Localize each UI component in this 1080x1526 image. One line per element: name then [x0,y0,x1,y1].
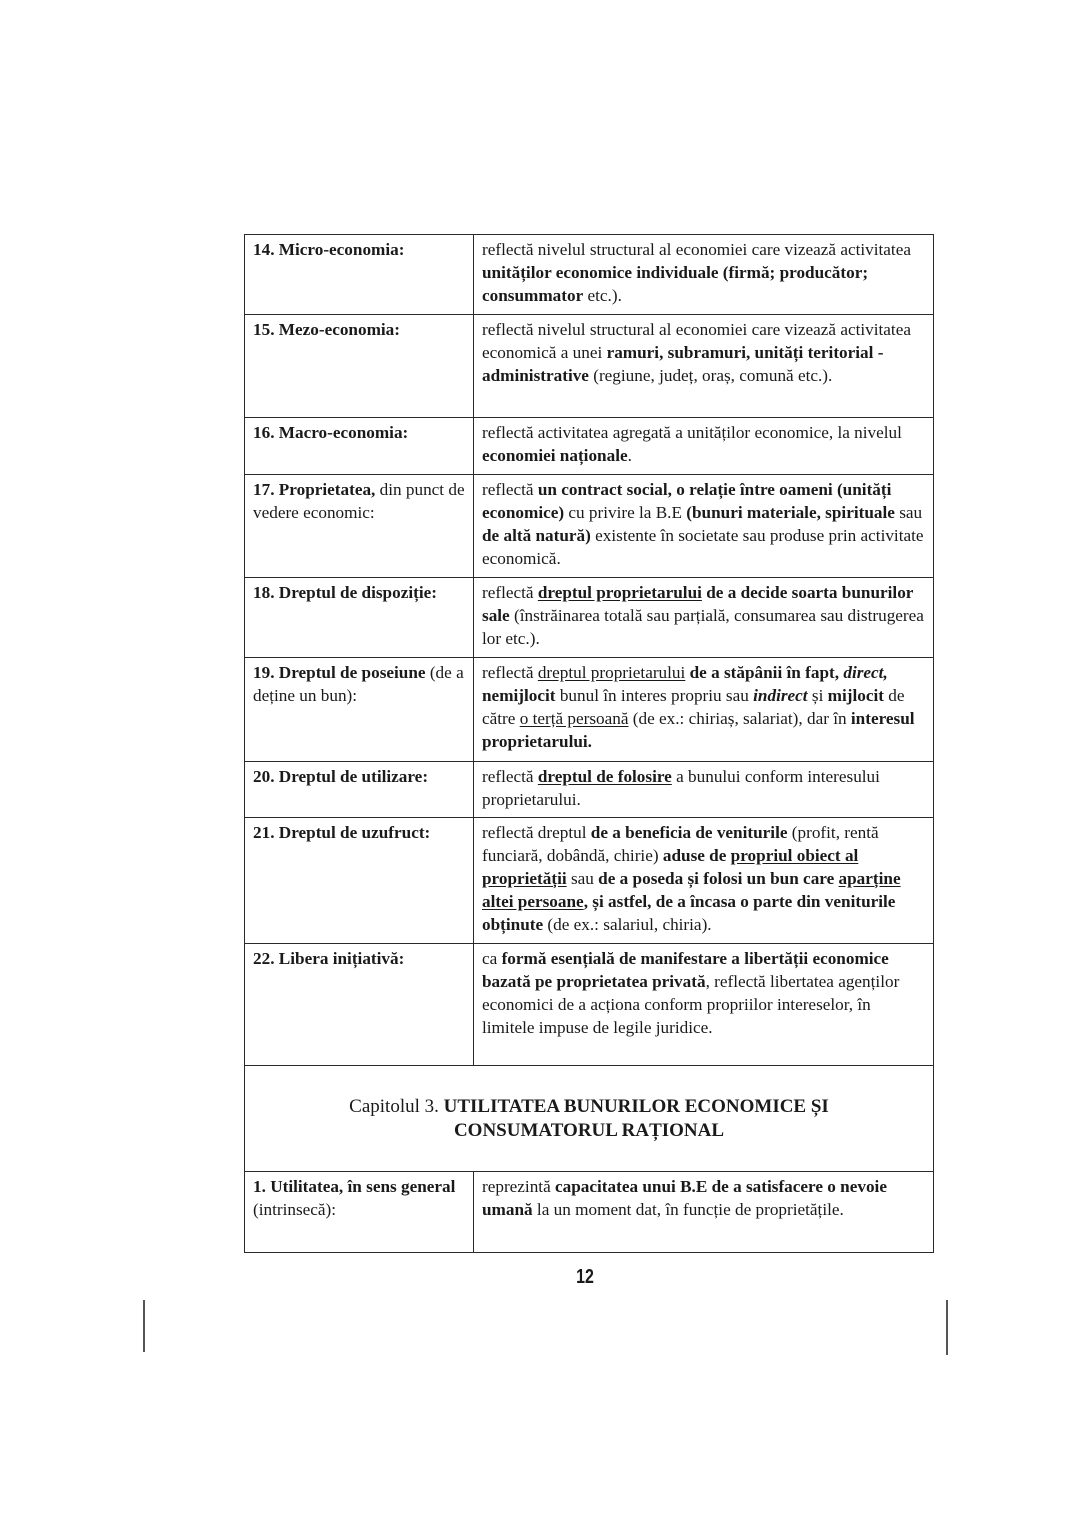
definition-row [245,235,934,315]
text-segment: de a beneficia de veniturile [590,823,788,842]
text-segment: reflectă activitatea agregată a unităților economice, la nivelul [482,423,902,442]
text-segment: (regiune, județ, oraș, comună etc.). [588,366,833,385]
text-segment: aduse de [662,846,731,865]
text-segment: ca [482,949,502,968]
text-segment: capacitatea unui B.E de a satisfacere o nevoie umană [482,1177,887,1219]
text-segment: interesul proprietarului. [482,709,915,751]
text-segment: propriul obiect al proprietății [482,846,859,888]
chapter-heading [245,1066,934,1172]
text-segment: sau [566,869,599,888]
text-segment: existente în societate sau produse prin activitate economică. [482,526,924,568]
text-segment: reflectă [482,663,538,682]
term-cell [245,944,474,1066]
text-segment: dreptul proprietarului [537,663,686,682]
term-cell [245,578,474,658]
term-cell [245,1172,474,1253]
text-segment: (de ex.: salariul, chiria). [543,915,712,934]
text-segment: nemijlocit [482,686,556,705]
text-segment: (de ex.: chiriaș, salariat), dar în [628,709,851,728]
term-cell [245,315,474,418]
definition-cell [474,315,934,418]
text-segment: 19. Dreptul de poseiune [253,663,426,682]
text-segment: (de a deține un bun): [253,663,464,705]
text-segment: 22. Libera inițiativă: [253,949,405,968]
definition-row [245,475,934,578]
definition-cell [474,762,934,818]
text-segment: 16. Macro-economia: [253,423,409,442]
definition-cell [474,475,934,578]
definition-row [245,1172,934,1253]
page-number: 12 [576,1266,594,1288]
chapter-title: UTILITATEA BUNURILOR ECONOMICE ȘI CONSUMATORUL RAȚIONAL [443,1095,829,1141]
text-segment: mijlocit [827,686,884,705]
text-segment: , și astfel, de a încasa o parte din veniturile obținute [482,892,896,934]
text-segment: (bunuri materiale, spirituale [686,503,895,522]
text-segment: sau [894,503,923,522]
text-segment: la un moment dat, în funcție de proprietățile. [532,1200,844,1219]
text-segment: (înstrăinarea totală sau parțială, consumarea sau distrugerea lor etc.). [482,606,924,648]
definition-row [245,762,934,818]
text-segment: reflectă dreptul [482,823,591,842]
text-segment: reflectă [482,480,538,499]
text-segment: etc.). [583,286,622,305]
definition-row [245,418,934,475]
definition-row [245,944,934,1066]
chapter-row [245,1066,934,1172]
term-cell [245,418,474,475]
definition-cell [474,418,934,475]
text-segment: de către [482,686,905,728]
text-segment: 20. Dreptul de utilizare: [253,767,429,786]
scan-edge-left [143,1300,145,1352]
text-segment: 21. Dreptul de uzufruct: [253,823,431,842]
text-segment: și [807,686,828,705]
term-cell [245,658,474,762]
definition-row [245,315,934,418]
text-segment: economiei naționale [482,446,628,465]
text-segment: dreptul de folosire [537,767,672,786]
text-segment: a bunului conform interesului proprietarului. [482,767,880,809]
text-segment: . [627,446,632,465]
text-segment: reflectă nivelul structural al economiei care vizează activitatea [482,240,911,259]
text-segment: formă esențială de manifestare a libertății economice bazată pe proprietatea privată [482,949,889,991]
chapter-prefix: Capitolul 3. [349,1095,444,1117]
text-segment: ramuri, subramuri, unități teritorial - administrative [482,343,884,385]
text-segment: de a stăpânii în fapt, [685,663,840,682]
definition-cell [474,658,934,762]
text-segment: din punct de vedere economic: [253,480,465,522]
text-segment: de a decide soarta bunurilor sale [482,583,914,625]
term-cell [245,762,474,818]
text-segment: o terță persoană [519,709,629,728]
text-segment: de altă natură) [482,526,591,545]
definition-cell [474,944,934,1066]
term-cell [245,818,474,944]
text-segment: de a poseda și folosi un bun care [598,869,839,888]
text-segment: indirect [753,686,808,705]
definitions-table [244,234,934,1253]
text-segment: , reflectă libertatea agenților economici de a acționa conform propriilor intereselor, în limitele impuse de legile juridice. [482,972,900,1037]
text-segment: reflectă [482,583,538,602]
text-segment: unităților economice individuale (firmă; producător; consummator [482,263,869,305]
definition-cell [474,578,934,658]
text-segment: (intrinsecă): [253,1200,337,1219]
definition-cell [474,818,934,944]
definition-cell [474,235,934,315]
text-segment: aparține altei persoane [482,869,901,911]
text-segment: direct, [843,663,888,682]
text-segment: 14. Micro-economia: [253,240,405,259]
definition-row [245,818,934,944]
text-segment: (profit, rentă funciară, dobândă, chirie) [482,823,879,865]
definition-cell [474,1172,934,1253]
text-segment: 18. Dreptul de dispoziție: [253,583,437,602]
term-cell [245,475,474,578]
text-segment: reprezintă [482,1177,555,1196]
definition-row [245,578,934,658]
text-segment: dreptul proprietarului [537,583,702,602]
definition-row [245,658,934,762]
text-segment: reflectă [482,767,538,786]
text-segment: reflectă nivelul structural al economiei care vizează activitatea economică a unei [482,320,911,362]
text-segment: 1. Utilitatea, în sens general [253,1177,456,1196]
text-segment: un contract social, o relație între oameni (unități economice) [482,480,892,522]
text-segment: 17. Proprietatea, [253,480,376,499]
text-segment: bunul în interes propriu sau [555,686,754,705]
scan-edge-right [946,1300,948,1355]
text-segment: cu privire la B.E [564,503,687,522]
term-cell [245,235,474,315]
text-segment: 15. Mezo-economia: [253,320,400,339]
